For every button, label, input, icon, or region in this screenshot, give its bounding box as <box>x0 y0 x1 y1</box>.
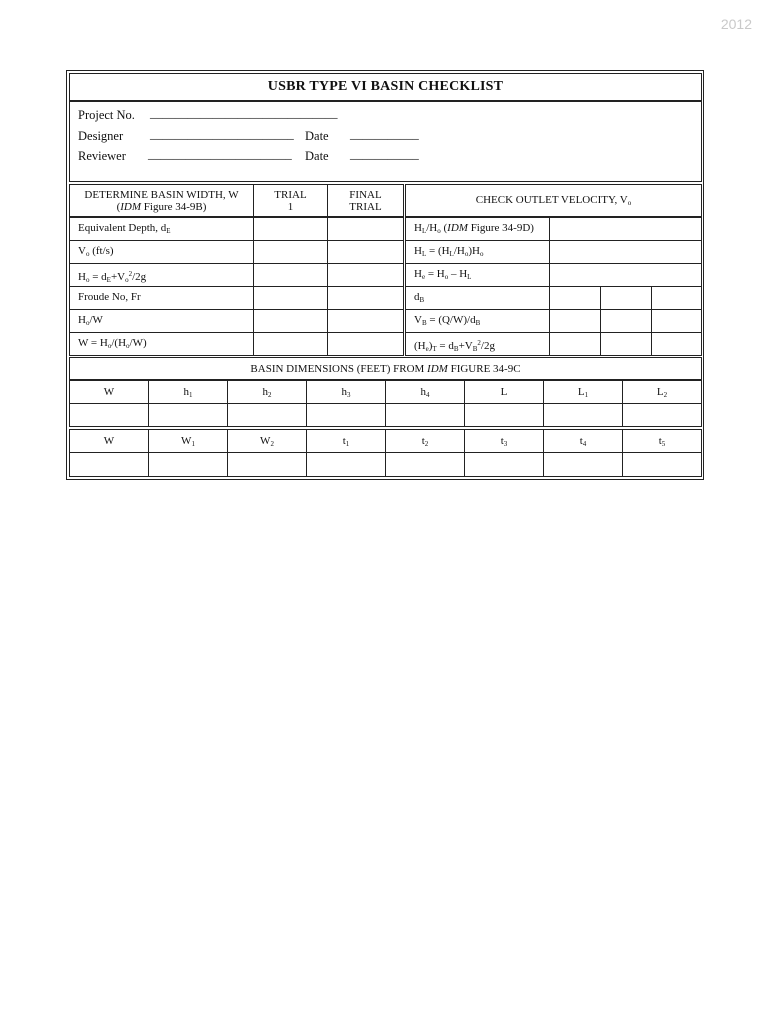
row-ho-w: $H_o/W$ <box>69 309 254 333</box>
row-het-v3[interactable] <box>651 332 702 356</box>
row-ho-w-final[interactable] <box>327 309 404 333</box>
row-db-v1[interactable] <box>549 286 601 310</box>
basin-dim-idm: IDM <box>427 362 448 375</box>
dim2-h-t1: $t_1$ <box>306 429 386 453</box>
page-year: 2012 <box>720 16 752 32</box>
row-froude <box>69 286 254 310</box>
dim2-h-t3: $t_3$ <box>464 429 544 453</box>
dim1-h-h2-label: h <box>262 386 268 398</box>
row-froude-label: Froude No, Fr <box>78 291 141 303</box>
row-equivalent-depth: Equivalent Depth, $d_E$ <box>69 217 254 241</box>
project-no-label: Project No. <box>78 108 135 122</box>
row-vb-v3[interactable] <box>651 309 702 333</box>
row-db-v2[interactable] <box>600 286 652 310</box>
designer-date-label: Date <box>305 129 329 143</box>
reviewer-date-field[interactable]: ___________ <box>350 147 419 161</box>
outlet-velocity-header-text: CHECK OUTLET VELOCITY, $V_o$ <box>475 194 632 207</box>
dim2-v-t1[interactable] <box>306 452 386 477</box>
row-hl-value[interactable] <box>549 240 702 264</box>
row-froude-trial1[interactable] <box>253 286 328 310</box>
project-no-field[interactable]: ______________________________ <box>150 106 338 120</box>
dim2-h-t3-label: t <box>500 435 504 447</box>
reviewer-field[interactable]: _______________________ <box>148 147 292 161</box>
basin-dim-suffix: FIGURE 34-9C <box>447 362 521 375</box>
dim1-h-h2: $h_2$ <box>227 380 307 404</box>
dim2-v-t5[interactable] <box>622 452 702 477</box>
dim1-h-l2: $L_2$ <box>622 380 702 404</box>
row-hl: $H_L = (H_L/H_o)H_o$ <box>405 240 550 264</box>
row-db: $d_B$ <box>405 286 550 310</box>
idm-italic: IDM <box>120 200 142 213</box>
row-froude-final[interactable] <box>327 286 404 310</box>
dim1-v-w[interactable] <box>69 403 149 427</box>
dim2-v-t3[interactable] <box>464 452 544 477</box>
final-trial-header-line2: TRIAL <box>349 200 382 213</box>
dim1-v-h3[interactable] <box>306 403 386 427</box>
dim2-h-t1-label: t <box>342 435 346 447</box>
row-ho-label: H <box>78 271 86 283</box>
outlet-velocity-header <box>405 184 702 217</box>
row-vo: $V_o$ (ft/s) <box>69 240 254 264</box>
row-w-final[interactable] <box>327 332 404 356</box>
trial-1-header-line1: TRIAL <box>274 188 307 201</box>
row-het: $(H_e)_T = d_B+V_B^2/2g$ <box>405 332 550 356</box>
checklist-form <box>66 70 704 480</box>
dim1-h-h1-label: h <box>183 386 189 398</box>
dim2-v-w[interactable] <box>69 452 149 477</box>
dim1-v-l1[interactable] <box>543 403 623 427</box>
dim1-h-l1-label: L <box>577 386 585 398</box>
row-he-value[interactable] <box>549 263 702 287</box>
form-title <box>69 73 702 101</box>
basin-dim-prefix: BASIN DIMENSIONS (FEET) FROM <box>250 362 428 375</box>
row-hl-ho-value[interactable] <box>549 217 702 241</box>
basin-width-header-line2: (IDM Figure 34-9B) <box>116 200 207 213</box>
row-vb-v2[interactable] <box>600 309 652 333</box>
dim1-h-h1: $h_1$ <box>148 380 228 404</box>
row-w: $W = H_o/(H_o/W)$ <box>69 332 254 356</box>
row-ho-w-trial1[interactable] <box>253 309 328 333</box>
row-w-label: W = H <box>78 337 108 349</box>
row-vo-label: V <box>78 245 86 257</box>
dim1-h-l2-label: L <box>656 386 664 398</box>
dim2-v-t4[interactable] <box>543 452 623 477</box>
row-ho-final[interactable] <box>327 263 404 287</box>
figure-ref: Figure 34-9B) <box>141 200 207 213</box>
reviewer-label: Reviewer <box>78 149 126 163</box>
basin-width-header-line1: DETERMINE BASIN WIDTH, W <box>84 188 239 201</box>
row-vb-v1[interactable] <box>549 309 601 333</box>
dim2-h-w <box>69 429 149 453</box>
dim2-h-t4: $t_4$ <box>543 429 623 453</box>
dim2-h-w1-label: W <box>181 435 192 447</box>
dim1-h-l-label: L <box>500 386 508 398</box>
row-he: $H_e = H_o - H_L$ <box>405 263 550 287</box>
row-vb: $V_B = (Q/W)/d_B$ <box>405 309 550 333</box>
outlet-velocity-header-label: CHECK OUTLET VELOCITY, V <box>475 194 628 206</box>
dim1-v-h1[interactable] <box>148 403 228 427</box>
trial-1-header-line2: 1 <box>287 200 294 213</box>
row-vo-final[interactable] <box>327 240 404 264</box>
dim1-h-h3-label: h <box>341 386 347 398</box>
dim1-v-l2[interactable] <box>622 403 702 427</box>
dim2-v-w1[interactable] <box>148 452 228 477</box>
dim2-v-t2[interactable] <box>385 452 465 477</box>
dim1-h-h3: $h_3$ <box>306 380 386 404</box>
designer-label: Designer <box>78 129 124 143</box>
dim2-v-w2[interactable] <box>227 452 307 477</box>
row-w-trial1[interactable] <box>253 332 328 356</box>
dim2-h-w1: $W_1$ <box>148 429 228 453</box>
basin-dimensions-header-text <box>250 363 520 375</box>
row-equivalent-depth-trial1[interactable] <box>253 217 328 241</box>
form-title-text: USBR TYPE VI BASIN CHECKLIST <box>267 79 504 94</box>
dim1-v-h4[interactable] <box>385 403 465 427</box>
row-het-v2[interactable] <box>600 332 652 356</box>
row-db-v3[interactable] <box>651 286 702 310</box>
dim2-h-w2: $W_2$ <box>227 429 307 453</box>
dim1-v-h2[interactable] <box>227 403 307 427</box>
basin-dimensions-header <box>69 357 702 380</box>
row-ho: $H_o = d_E+V_o^2/2g$ <box>69 263 254 287</box>
project-info-box <box>69 101 702 182</box>
reviewer-date-label: Date <box>305 149 329 163</box>
row-vo-trial1[interactable] <box>253 240 328 264</box>
dim1-h-h4-label: h <box>420 386 426 398</box>
basin-width-header <box>69 184 254 217</box>
designer-field[interactable]: _______________________ <box>150 127 294 141</box>
dim1-h-w <box>69 380 149 404</box>
dim2-h-t5-label: t <box>658 435 662 447</box>
dim1-h-w-label: W <box>103 386 115 398</box>
dim2-h-t2-label: t <box>421 435 425 447</box>
row-ho-trial1[interactable] <box>253 263 328 287</box>
row-ho-w-label: H <box>78 314 86 326</box>
row-het-v1[interactable] <box>549 332 601 356</box>
dim2-h-t2: $t_2$ <box>385 429 465 453</box>
dim2-h-w-label: W <box>103 435 115 447</box>
final-trial-header-line1: FINAL <box>349 188 382 201</box>
trial-1-header <box>253 184 328 217</box>
dim1-h-h4: $h_4$ <box>385 380 465 404</box>
dim2-h-w2-label: W <box>260 435 271 447</box>
designer-date-field[interactable]: ___________ <box>350 127 419 141</box>
dim1-h-l1: $L_1$ <box>543 380 623 404</box>
dim1-h-l <box>464 380 544 404</box>
row-hl-ho: $H_L/H_o$ (IDM Figure 34-9D) <box>405 217 550 241</box>
final-trial-header <box>327 184 404 217</box>
dim1-v-l[interactable] <box>464 403 544 427</box>
row-equivalent-depth-final[interactable] <box>327 217 404 241</box>
row-equivalent-depth-label: Equivalent Depth, d <box>78 222 167 234</box>
dim2-h-t5: $t_5$ <box>622 429 702 453</box>
dim2-h-t4-label: t <box>579 435 583 447</box>
